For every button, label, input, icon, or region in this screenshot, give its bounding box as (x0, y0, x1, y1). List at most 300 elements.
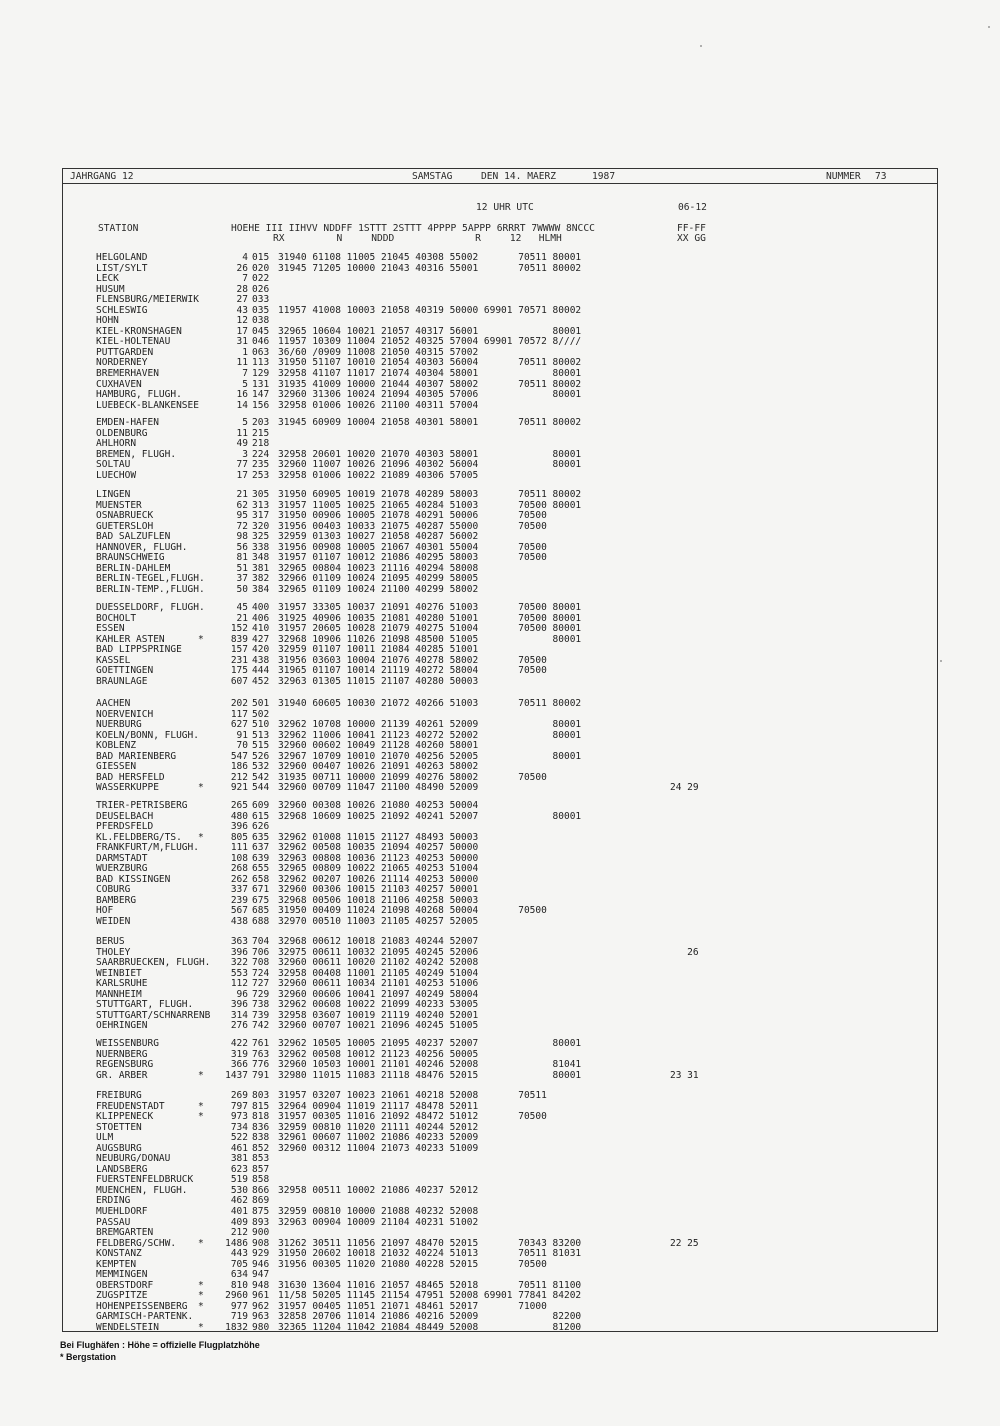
station-name: BERLIN-TEGEL,FLUGH. (96, 573, 205, 585)
station-height: 239 (230, 894, 248, 906)
station-index: 502 (252, 708, 270, 720)
station-name: HOF (96, 905, 114, 917)
station-height: 186 (230, 761, 248, 773)
synop-codes: 32965 10604 10021 21057 40317 56001 80001 (278, 325, 582, 337)
ff-heading: FF-FF (677, 223, 706, 234)
mountain-marker: * (198, 1100, 204, 1112)
station-index: 532 (252, 761, 270, 773)
synop-codes: 11957 41008 10003 21058 40319 50000 69901 70571 80002 (278, 304, 582, 316)
station-height: 607 (230, 675, 248, 687)
station-name: CUXHAVEN (96, 378, 142, 390)
station-name: DEUSELBACH (96, 810, 154, 822)
station-index: 791 (252, 1069, 270, 1081)
station-height: 1437 (225, 1069, 248, 1081)
gust-values: 26 (670, 946, 699, 958)
station-name: BAD SALZUFLEN (96, 531, 171, 543)
station-height: 381 (230, 1153, 248, 1165)
station-name: BAD MARIENBERG (96, 750, 177, 762)
station-index: 313 (252, 499, 270, 511)
station-index: 038 (252, 315, 270, 327)
mountain-marker: * (198, 1237, 204, 1249)
station-index: 947 (252, 1269, 270, 1281)
station-index: 637 (252, 842, 270, 854)
station-height: 17 (236, 469, 248, 481)
synop-codes: 32858 20706 11014 21086 40216 52009 82200 (278, 1311, 582, 1323)
station-height: 627 (230, 719, 248, 731)
station-height: 231 (230, 654, 248, 666)
station-name: ESSEN (96, 623, 125, 635)
station-name: BREMERHAVEN (96, 368, 159, 380)
station-height: 49 (236, 438, 248, 450)
station-index: 815 (252, 1100, 270, 1112)
station-name: PUTTGARDEN (96, 346, 154, 358)
station-index: 515 (252, 740, 270, 752)
station-height: 921 (230, 782, 248, 794)
station-height: 7 (242, 368, 248, 380)
station-name: HANNOVER, FLUGH. (96, 541, 188, 553)
station-height: 2960 (225, 1290, 248, 1302)
station-index: 858 (252, 1174, 270, 1186)
station-name: GR. ARBER (96, 1069, 148, 1081)
synop-codes: 32960 00407 10026 21091 40263 58002 (278, 761, 479, 773)
synop-codes: 32980 11015 11083 21118 48476 52015 80001 (278, 1069, 582, 1081)
station-name: HELGOLAND (96, 252, 148, 263)
mountain-marker: * (198, 782, 204, 794)
station-height: 56 (236, 541, 248, 553)
station-name: KEMPTEN (96, 1258, 137, 1270)
station-height: 51 (236, 562, 248, 574)
station-height: 443 (230, 1248, 248, 1260)
station-height: 117 (230, 708, 248, 720)
synop-codes: 32958 01006 10022 21089 40306 57005 (278, 469, 479, 481)
station-name: GIESSEN (96, 761, 137, 773)
station-index: 866 (252, 1184, 270, 1196)
station-index: 838 (252, 1132, 270, 1144)
mountain-marker: * (198, 1069, 204, 1081)
station-index: 035 (252, 304, 270, 316)
station-index: 381 (252, 562, 270, 574)
station-name: GOETTINGEN (96, 665, 154, 677)
synop-codes: 32960 00611 10020 21102 40242 52008 (278, 957, 479, 969)
station-height: 152 (230, 623, 248, 635)
station-height: 14 (236, 399, 248, 411)
synop-codes: 32961 00607 11002 21086 40233 52009 (278, 1132, 479, 1144)
station-index: 655 (252, 863, 270, 875)
station-index: 015 (252, 252, 270, 263)
station-index: 510 (252, 719, 270, 731)
station-index: 513 (252, 729, 270, 741)
synop-codes: 31956 00403 10033 21075 40287 55000 70500 (278, 520, 547, 532)
station-index: 704 (252, 936, 270, 947)
station-height: 175 (230, 665, 248, 677)
station-name: GARMISCH-PARTENK. (96, 1311, 194, 1323)
station-name: OEHRINGEN (96, 1020, 148, 1032)
station-height: 366 (230, 1059, 248, 1071)
code-columns-heading: HOEHE III IIHVV NDDFF 1STTT 2STTT 4PPPP 5APPP 6RRRT 7WWWW 8NCCC (231, 223, 595, 234)
station-height: 480 (230, 810, 248, 822)
station-height: 95 (236, 510, 248, 522)
synop-codes: 31956 00305 11020 21080 40228 52015 70500 (278, 1258, 547, 1270)
station-index: 738 (252, 999, 270, 1011)
station-height: 5 (242, 378, 248, 390)
scan-speck (940, 660, 942, 662)
station-height: 21 (236, 612, 248, 624)
station-name: AACHEN (96, 698, 131, 709)
station-name: KIEL-KRONSHAGEN (96, 325, 182, 337)
synop-codes: 31945 60909 10004 21058 40301 58001 70511 80002 (278, 417, 582, 428)
station-index: 325 (252, 531, 270, 543)
synop-codes: 32958 00408 11001 21105 40249 51004 (278, 967, 479, 979)
station-index: 609 (252, 800, 270, 811)
synop-codes: 31950 00409 11024 21098 40268 50004 70500 (278, 905, 547, 917)
station-index: 857 (252, 1163, 270, 1175)
station-height: 4 (242, 252, 248, 263)
synop-codes: 31950 20602 10018 21032 40224 51013 70511 81031 (278, 1248, 582, 1260)
station-index: 305 (252, 489, 270, 500)
station-name: REGENSBURG (96, 1059, 154, 1071)
station-height: 7 (242, 273, 248, 285)
mountain-marker: * (198, 1300, 204, 1312)
synop-codes: 32958 20601 10020 21070 40303 58001 80001 (278, 448, 582, 460)
synop-codes: 31950 60905 10019 21078 40289 58003 70511 80002 (278, 489, 582, 500)
station-name: OSNABRUECK (96, 510, 154, 522)
station-height: 202 (230, 698, 248, 709)
station-name: EMDEN-HAFEN (96, 417, 159, 428)
station-height: 396 (230, 821, 248, 833)
synop-codes: 32965 00809 10022 21065 40253 51004 (278, 863, 479, 875)
synop-codes: 32959 00810 11020 21111 40244 52012 (278, 1121, 479, 1133)
station-height: 973 (230, 1111, 248, 1123)
station-name: HOHN (96, 315, 119, 327)
station-height: 810 (230, 1279, 248, 1291)
station-index: 045 (252, 325, 270, 337)
station-height: 96 (236, 988, 248, 1000)
station-index: 946 (252, 1258, 270, 1270)
station-name: BAD KISSINGEN (96, 873, 171, 885)
station-name: WENDELSTEIN (96, 1322, 159, 1334)
station-height: 157 (230, 644, 248, 656)
station-height: 276 (230, 1020, 248, 1032)
station-height: 212 (230, 771, 248, 783)
synop-codes: 32959 01107 10011 21084 40285 51001 (278, 644, 479, 656)
station-name: STUTTGART, FLUGH. (96, 999, 194, 1011)
station-name: NOERVENICH (96, 708, 154, 720)
synop-codes: 32960 00312 11004 21073 40233 51009 (278, 1142, 479, 1154)
station-name: BAD LIPPSPRINGE (96, 644, 182, 656)
synop-codes: 31965 01107 10014 21119 40272 58004 70500 (278, 665, 547, 677)
station-index: 688 (252, 916, 270, 928)
station-index: 438 (252, 654, 270, 666)
station-height: 461 (230, 1142, 248, 1154)
synop-codes: 31957 03207 10023 21061 40218 52008 70511 (278, 1090, 547, 1101)
gust-values: 23 31 (670, 1069, 699, 1081)
station-height: 797 (230, 1100, 248, 1112)
station-index: 427 (252, 633, 270, 645)
station-height: 26 (236, 262, 248, 274)
synop-codes: 32962 10505 10005 21095 40237 52007 80001 (278, 1038, 582, 1049)
station-name: WASSERKUPPE (96, 782, 159, 794)
gust-heading: XX GG (677, 233, 706, 244)
scan-speck (700, 45, 702, 47)
station-index: 853 (252, 1153, 270, 1165)
synop-codes: 31957 20605 10028 21079 40275 51004 70500 80001 (278, 623, 582, 635)
station-name: HAMBURG, FLUGH. (96, 389, 182, 401)
time-range-heading: 06-12 (678, 202, 707, 213)
synop-codes: 32960 00606 10041 21097 40249 58004 (278, 988, 479, 1000)
station-index: 203 (252, 417, 270, 428)
station-name: BREMEN, FLUGH. (96, 448, 177, 460)
gust-values: 24 29 (670, 782, 699, 794)
synop-codes: 32968 10906 11026 21098 48500 51005 80001 (278, 633, 582, 645)
station-name: MUENSTER (96, 499, 142, 511)
mountain-marker: * (198, 1111, 204, 1123)
station-index: 063 (252, 346, 270, 358)
station-index: 639 (252, 852, 270, 864)
station-name: KIEL-HOLTENAU (96, 336, 171, 348)
station-height: 16 (236, 389, 248, 401)
station-name: BRAUNLAGE (96, 675, 148, 687)
station-height: 547 (230, 750, 248, 762)
synop-codes: 32960 00602 10049 21128 40260 58001 (278, 740, 479, 752)
synop-codes: 32960 00707 10021 21096 40245 51005 (278, 1020, 479, 1032)
station-height: 567 (230, 905, 248, 917)
station-name: FUERSTENFELDBRUCK (96, 1174, 194, 1186)
station-name: KOELN/BONN, FLUGH. (96, 729, 199, 741)
station-name: WEIDEN (96, 916, 131, 928)
station-name: FREUDENSTADT (96, 1100, 165, 1112)
station-name: KL.FELDBERG/TS. (96, 831, 182, 843)
station-index: 452 (252, 675, 270, 687)
station-name: DUESSELDORF, FLUGH. (96, 602, 205, 613)
station-index: 708 (252, 957, 270, 969)
jahrgang-label: JAHRGANG 12 (70, 171, 134, 182)
station-name: PFERDSFELD (96, 821, 154, 833)
synop-codes: 31957 11005 10025 21065 40284 51003 70500 80001 (278, 499, 582, 511)
synop-codes: 11/58 50205 11145 21154 47951 52008 69901 77841 84202 (278, 1290, 582, 1302)
station-height: 553 (230, 967, 248, 979)
synop-codes: 32959 00810 10000 21088 40232 52008 (278, 1206, 479, 1218)
synop-codes: 32963 00904 10009 21104 40231 51002 (278, 1216, 479, 1228)
station-height: 396 (230, 946, 248, 958)
header-divider (62, 183, 938, 184)
synop-codes: 32960 00709 11047 21100 48490 52009 (278, 782, 479, 794)
station-index: 852 (252, 1142, 270, 1154)
synop-codes: 31630 13604 11016 21057 48465 52018 70511 81100 (278, 1279, 582, 1291)
synop-codes: 32958 41107 11017 21074 40304 58001 80001 (278, 368, 582, 380)
station-height: 422 (230, 1038, 248, 1049)
synop-codes: 32960 31306 10024 21094 40305 57006 80001 (278, 389, 582, 401)
synop-codes: 32962 11006 10041 21123 40272 52002 80001 (278, 729, 582, 741)
station-height: 623 (230, 1163, 248, 1175)
station-height: 1 (242, 346, 248, 358)
station-height: 98 (236, 531, 248, 543)
station-height: 12 (236, 315, 248, 327)
station-name: KASSEL (96, 654, 131, 666)
station-index: 235 (252, 459, 270, 471)
synop-codes: 32958 00511 10002 21086 40237 52012 (278, 1184, 479, 1196)
synop-codes: 11957 10309 11004 21052 40325 57004 69901 70572 8//// (278, 336, 582, 348)
station-name: BERLIN-TEMP.,FLUGH. (96, 583, 205, 595)
station-index: 224 (252, 448, 270, 460)
station-height: 70 (236, 740, 248, 752)
station-name: OLDENBURG (96, 427, 148, 439)
synop-codes: 31935 00711 10000 21099 40276 58002 70500 (278, 771, 547, 783)
year-label: 1987 (592, 171, 616, 182)
station-name: SAARBRUECKEN, FLUGH. (96, 957, 211, 969)
synop-codes: 31956 00908 10005 21067 40301 55004 70500 (278, 541, 547, 553)
station-name: ULM (96, 1132, 114, 1144)
synop-codes: 32959 01303 10027 21058 40287 56002 (278, 531, 479, 543)
station-height: 77 (236, 459, 248, 471)
synop-codes: 32963 00808 10036 21123 40253 50000 (278, 852, 479, 864)
station-name: BOCHOLT (96, 612, 137, 624)
station-height: 268 (230, 863, 248, 875)
station-height: 337 (230, 884, 248, 896)
station-index: 022 (252, 273, 270, 285)
station-index: 763 (252, 1048, 270, 1060)
station-height: 269 (230, 1090, 248, 1101)
station-name: MUENCHEN, FLUGH. (96, 1184, 188, 1196)
synop-codes: 32975 00611 10032 21095 40245 52006 (278, 946, 479, 958)
station-height: 719 (230, 1311, 248, 1323)
gust-values: 22 25 (670, 1237, 699, 1249)
station-height: 11 (236, 357, 248, 369)
station-name: KLIPPENECK (96, 1111, 154, 1123)
station-height: 43 (236, 304, 248, 316)
synop-codes: 32958 03607 10019 21119 40240 52001 (278, 1009, 479, 1021)
station-height: 401 (230, 1206, 248, 1218)
footnote-mountain-station: * Bergstation (60, 1352, 117, 1362)
station-index: 544 (252, 782, 270, 794)
date-label: DEN 14. MAERZ (481, 171, 557, 182)
station-index: 526 (252, 750, 270, 762)
synop-codes: 31945 71205 10000 21043 40316 55001 70511 80002 (278, 262, 582, 274)
station-index: 348 (252, 552, 270, 564)
station-height: 91 (236, 729, 248, 741)
synop-codes: 32968 00506 10018 21106 40258 50003 (278, 894, 479, 906)
station-index: 542 (252, 771, 270, 783)
station-index: 033 (252, 294, 270, 306)
synop-codes: 32965 00804 10023 21116 40294 58008 (278, 562, 479, 574)
station-name: SCHLESWIG (96, 304, 148, 316)
station-index: 962 (252, 1300, 270, 1312)
station-index: 980 (252, 1322, 270, 1334)
station-index: 026 (252, 283, 270, 295)
synop-codes: 32960 10503 10001 21101 40246 52008 81041 (278, 1059, 582, 1071)
station-name: AHLHORN (96, 438, 137, 450)
mountain-marker: * (198, 831, 204, 843)
station-index: 444 (252, 665, 270, 677)
mountain-marker: * (198, 633, 204, 645)
station-index: 803 (252, 1090, 270, 1101)
station-index: 836 (252, 1121, 270, 1133)
synop-codes: 32960 00611 10034 21101 40253 51006 (278, 978, 479, 990)
station-name: SOLTAU (96, 459, 131, 471)
synop-codes: 32958 01006 10026 21100 40311 57004 (278, 399, 479, 411)
issue-number: 73 (875, 171, 887, 182)
synop-codes: 32963 01305 11015 21107 40280 50003 (278, 675, 479, 687)
station-name: HOHENPEISSENBERG (96, 1300, 188, 1312)
station-name: NORDERNEY (96, 357, 148, 369)
synop-codes: 36/60 /0909 11008 21050 40315 57002 (278, 346, 479, 358)
synop-codes: 32962 10708 10000 21139 40261 52009 80001 (278, 719, 582, 731)
scan-speck (988, 26, 990, 28)
station-name: BREMGARTEN (96, 1227, 154, 1239)
synop-codes: 32968 00612 10018 21083 40244 52007 (278, 936, 479, 947)
mountain-marker: * (198, 1279, 204, 1291)
station-height: 108 (230, 852, 248, 864)
synop-codes: 32965 01109 10024 21100 40299 58002 (278, 583, 479, 595)
station-index: 818 (252, 1111, 270, 1123)
station-index: 776 (252, 1059, 270, 1071)
station-index: 615 (252, 810, 270, 822)
station-index: 963 (252, 1311, 270, 1323)
station-height: 839 (230, 633, 248, 645)
station-height: 409 (230, 1216, 248, 1228)
station-name: STUTTGART/SCHNARRENB (96, 1009, 211, 1021)
station-name: MANNHEIM (96, 988, 142, 1000)
mountain-marker: * (198, 1290, 204, 1302)
synop-codes: 31957 00305 11016 21092 48472 51012 70500 (278, 1111, 547, 1123)
station-name: MEMMINGEN (96, 1269, 148, 1281)
utc-time-heading: 12 UHR UTC (476, 202, 534, 213)
station-name: GUETERSLOH (96, 520, 154, 532)
station-index: 929 (252, 1248, 270, 1260)
station-index: 626 (252, 821, 270, 833)
station-name: PASSAU (96, 1216, 131, 1228)
synop-codes: 32962 01008 11015 21127 48493 50003 (278, 831, 479, 843)
station-name: LIST/SYLT (96, 262, 148, 274)
station-name: LUEBECK-BLANKENSEE (96, 399, 199, 411)
station-height: 462 (230, 1195, 248, 1207)
synop-codes: 31940 61108 11005 21045 40308 55002 70511 80001 (278, 252, 582, 263)
station-name: TRIER-PETRISBERG (96, 800, 188, 811)
station-name: LECK (96, 273, 119, 285)
mountain-marker: * (198, 1322, 204, 1334)
synop-codes: 32960 00306 10015 21103 40257 50001 (278, 884, 479, 896)
synop-codes: 31935 41009 10000 21044 40307 58002 70511 80002 (278, 378, 582, 390)
station-name: STOETTEN (96, 1121, 142, 1133)
station-name: MUEHLDORF (96, 1206, 148, 1218)
synop-codes: 32962 00508 10012 21123 40256 50005 (278, 1048, 479, 1060)
station-index: 384 (252, 583, 270, 595)
station-height: 438 (230, 916, 248, 928)
station-index: 685 (252, 905, 270, 917)
station-index: 131 (252, 378, 270, 390)
station-index: 739 (252, 1009, 270, 1021)
station-index: 635 (252, 831, 270, 843)
station-name: NEUBURG/DONAU (96, 1153, 171, 1165)
station-index: 501 (252, 698, 270, 709)
station-name: BAMBERG (96, 894, 137, 906)
station-name: COBURG (96, 884, 131, 896)
station-height: 363 (230, 936, 248, 947)
synop-codes: 32960 00308 10026 21080 40253 50004 (278, 800, 479, 811)
station-index: 338 (252, 541, 270, 553)
station-heading: STATION (98, 223, 139, 234)
station-index: 215 (252, 427, 270, 439)
station-name: FELDBERG/SCHW. (96, 1237, 177, 1249)
day-label: SAMSTAG (412, 171, 453, 182)
synop-codes: 32962 00508 10035 21094 40257 50000 (278, 842, 479, 854)
synop-codes: 31940 60605 10030 21072 40266 51003 70511 80002 (278, 698, 582, 709)
synop-codes: 31925 40906 10035 21081 40280 51001 70500 80001 (278, 612, 582, 624)
station-height: 634 (230, 1269, 248, 1281)
synop-codes: 31950 51107 10010 21054 40303 56004 70511 80002 (278, 357, 582, 369)
synop-codes: 32967 10709 10010 21070 40256 52005 80001 (278, 750, 582, 762)
station-name: LINGEN (96, 489, 131, 500)
station-name: HUSUM (96, 283, 125, 295)
